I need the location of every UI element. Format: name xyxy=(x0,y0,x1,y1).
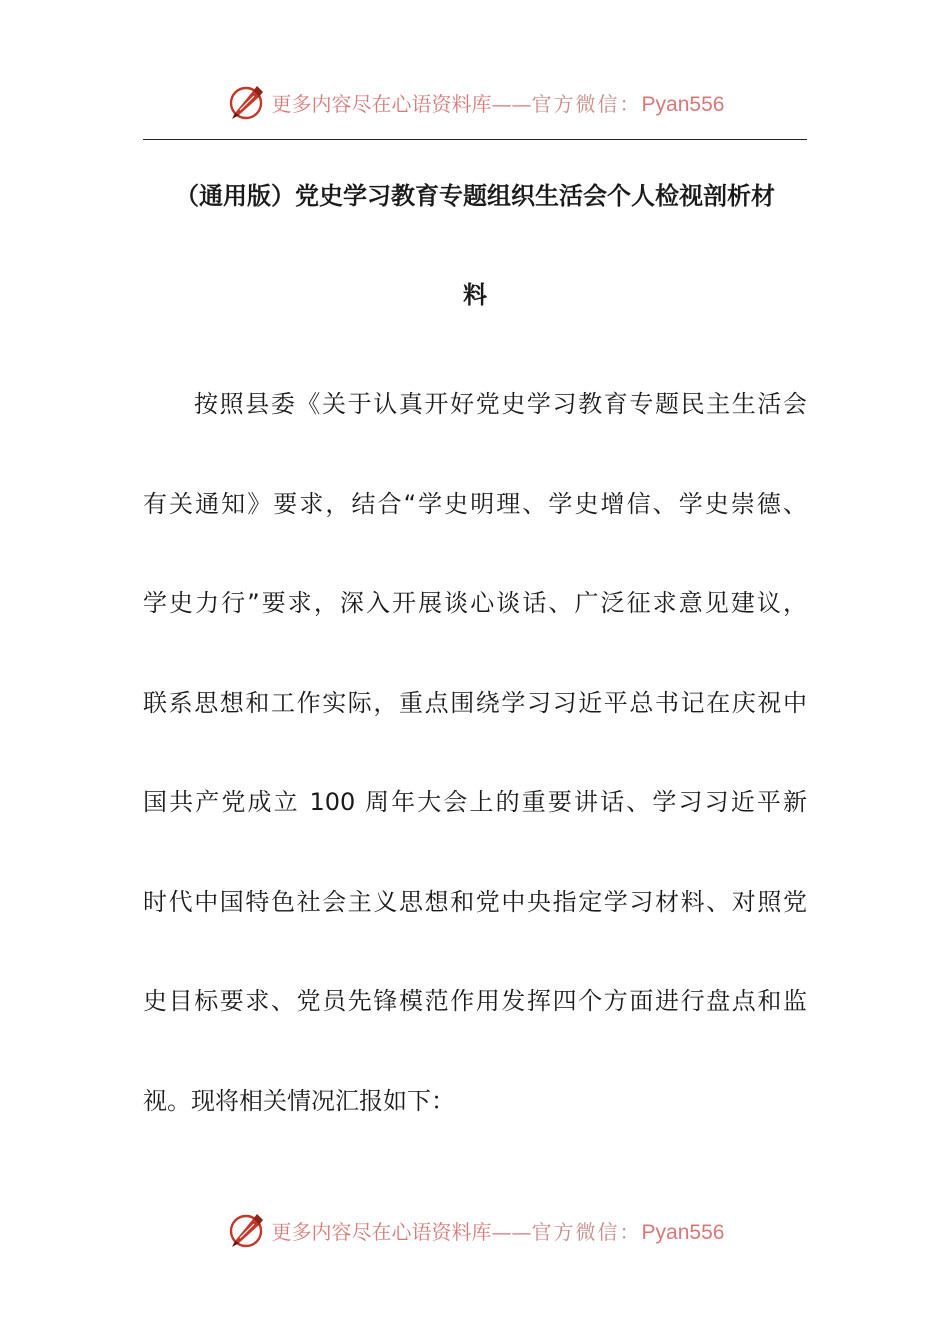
document-title-line-2: 料 xyxy=(463,281,487,309)
body-line-1: 按照县委《关于认真开好党史学习教育专题民主生活会 xyxy=(194,390,807,418)
body-line-3: 学史力行”要求，深入开展谈心谈话、广泛征求意见建议， xyxy=(143,589,807,617)
banner-dash: —— xyxy=(491,91,532,116)
footer-banner-wechat-id: Pyan556 xyxy=(641,1220,725,1244)
body-line-8: 视。现将相关情况汇报如下： xyxy=(143,1087,455,1115)
body-line-4: 联系思想和工作实际，重点围绕学习习近平总书记在庆祝中 xyxy=(143,689,807,717)
body-line-6: 时代中国特色社会主义思想和党中央指定学习材料、对照党 xyxy=(143,888,807,916)
footer-banner-main-text: 更多内容尽在心语资料库 xyxy=(271,1219,492,1244)
body-line-5: 国共产党成立 100 周年大会上的重要讲话、学习习近平新 xyxy=(143,788,807,816)
body-line-2: 有关通知》要求，结合“学史明理、学史增信、学史崇德、 xyxy=(143,490,807,518)
banner-wechat-label: 官方微信： xyxy=(531,91,642,116)
document-title-line-1: （通用版）党史学习教育专题组织生活会个人检视剖析材 xyxy=(175,182,775,210)
footer-banner-wechat-label: 官方微信： xyxy=(531,1219,642,1244)
header-divider xyxy=(143,139,807,140)
pen-nib-logo-icon xyxy=(226,1210,266,1250)
pen-nib-logo-icon xyxy=(226,82,266,122)
header-banner xyxy=(0,80,950,124)
body-line-7: 史目标要求、党员先锋模范作用发挥四个方面进行盘点和监 xyxy=(143,987,807,1015)
banner-wechat-id: Pyan556 xyxy=(641,92,725,116)
footer-banner xyxy=(0,1208,950,1252)
banner-main-text: 更多内容尽在心语资料库 xyxy=(271,91,492,116)
footer-banner-dash: —— xyxy=(491,1219,532,1244)
